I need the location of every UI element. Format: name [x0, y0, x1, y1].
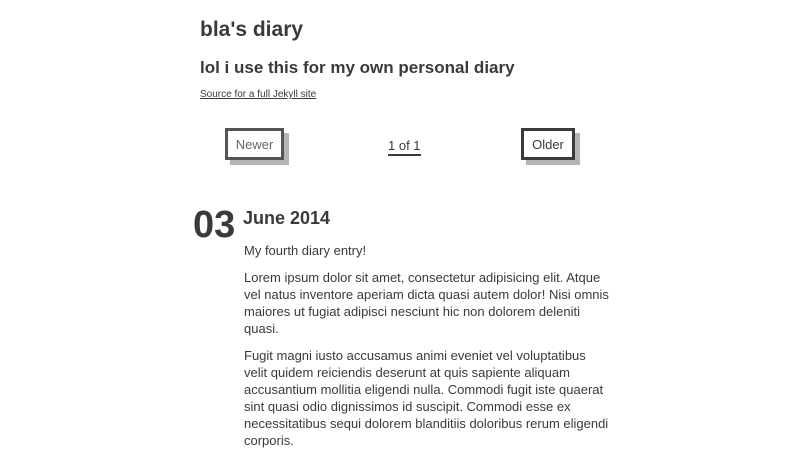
post-paragraph: My fourth diary entry! — [244, 243, 367, 258]
page-indicator-text: 1 of 1 — [388, 138, 421, 156]
site-subtitle: lol i use this for my own personal diary — [200, 58, 515, 77]
older-button[interactable]: Older — [521, 128, 575, 160]
post-paragraph: Lorem ipsum dolor sit amet, consectetur adipisicing elit. Atque vel natus inventore aperiam dicta quasi autem dolor! Nisi omnis maiores ut fugiat adipisci nesciunt hic non dolorem deleniti quasi. — [244, 270, 609, 336]
post-body — [244, 242, 609, 450]
newer-button[interactable]: Newer — [225, 128, 284, 160]
source-link[interactable]: Source for a full Jekyll site — [200, 89, 317, 100]
site-title[interactable]: bla's diary — [200, 18, 304, 41]
page-indicator — [388, 138, 421, 156]
post-date-month-year[interactable]: June 2014 — [243, 208, 331, 228]
post-date-day: 03 — [193, 204, 236, 246]
post-paragraph: Fugit magni iusto accusamus animi eveniet vel voluptatibus velit quidem reiciendis deserunt at quis sapiente aliquam accusantium mollitia eligendi nulla. Commodi fugit iste quaerat sint quasi odio dignissimos id suscipit. Commodi esse ex necessitatibus sequi dolorem blanditiis doloribus rerum eligendi corporis. — [244, 348, 609, 448]
